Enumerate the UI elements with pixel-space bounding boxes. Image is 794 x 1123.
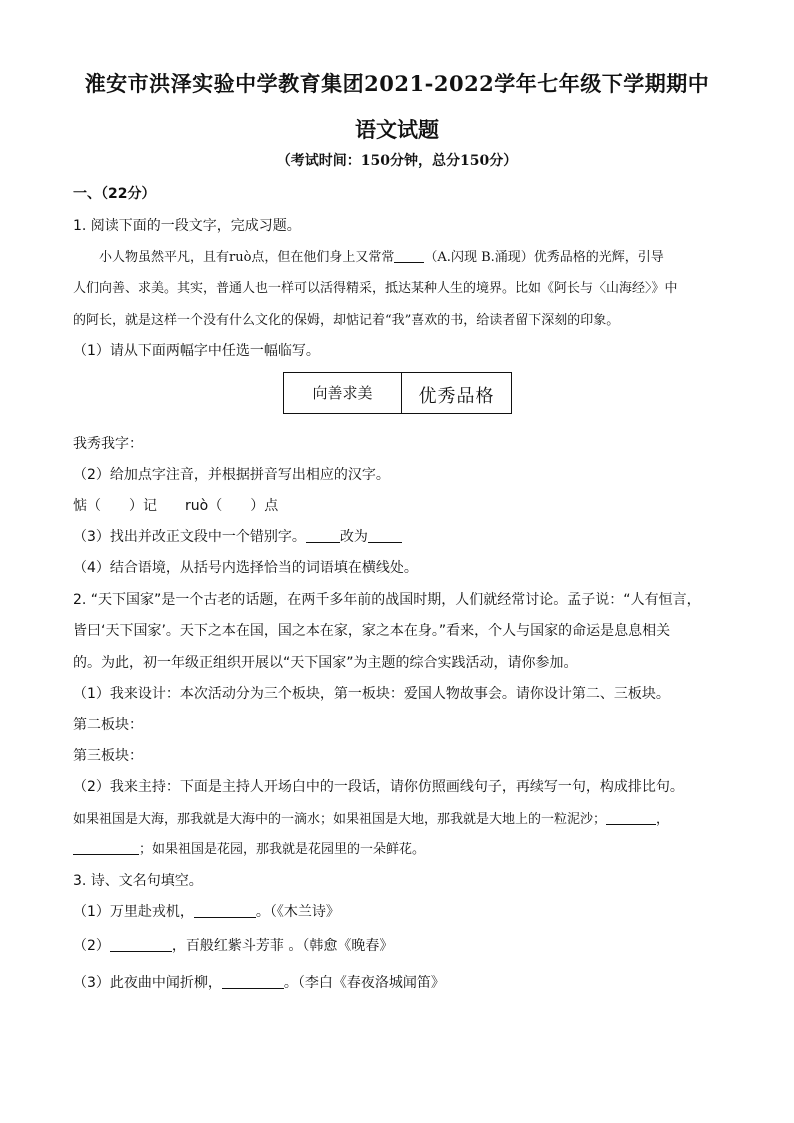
answer-blank[interactable]: [394, 248, 424, 263]
question-3-item-3: [73, 972, 445, 992]
answer-blank[interactable]: [73, 840, 139, 855]
question-2-stem-line-3: 的。为此，初一年级正组织开展以“天下国家”为主题的综合实践活动，请你参加。: [73, 655, 578, 671]
answer-blank[interactable]: [606, 810, 656, 825]
quote-line-1: [73, 808, 669, 827]
item-3-text-b: 。（李白《春夜洛城闻笛》: [283, 975, 445, 991]
answer-blank[interactable]: [306, 528, 340, 543]
pinyin-row: [73, 495, 278, 515]
quote-line-1-end: ，: [656, 812, 670, 827]
question-1-sub-1: （1）请从下面两幅字中任选一幅临写。: [73, 343, 320, 359]
answer-blank[interactable]: [368, 528, 402, 543]
question-3-stem: 3. 诗、文名句填空。: [73, 873, 203, 889]
pinyin-item-2-open: ruò（: [185, 498, 223, 514]
pinyin-item-2-close: ）点: [250, 498, 279, 514]
calligraphy-text-right: 优秀品格: [418, 386, 495, 407]
exam-title: 淮安市洪泽实验中学教育集团2021-2022学年七年级下学期期中: [84, 71, 710, 96]
item-2-text-b: ，百般红紫斗芳菲 。（韩愈《晚春》: [171, 938, 394, 954]
answer-blank[interactable]: [222, 974, 284, 989]
answer-blank[interactable]: [194, 903, 256, 918]
calligraphy-box-left: [283, 372, 402, 414]
question-1-sub-4: （4）结合语境，从括号内选择恰当的词语填在横线处。: [73, 560, 418, 576]
question-3-item-1: [73, 901, 340, 921]
passage-line-1-text-a: 小人物虽然平凡，且有ruò点，但在他们身上又常常: [99, 250, 395, 265]
block-3-label: 第三板块：: [73, 748, 143, 764]
question-3-item-2: [73, 935, 393, 955]
item-3-text-a: （3）此夜曲中闻折柳，: [73, 975, 222, 991]
quote-line-2-text: ；如果祖国是花园，那我就是花园里的一朵鲜花。: [139, 842, 426, 857]
passage-line-2: 人们向善、求美。其实，普通人也一样可以活得精采，抵达某种人生的境界。比如《阿长与〈山海经〉》中: [73, 281, 678, 296]
sub-3-text-a: （3）找出并改正文段中一个错别字。: [73, 529, 306, 545]
question-2-stem-line-2: 皆曰‘天下国家’。天下之本在国，国之本在家，家之本在身。”看来，个人与国家的命运是息息相关: [73, 623, 671, 639]
item-1-text-b: 。（《木兰诗》: [255, 904, 340, 920]
item-1-text-a: （1）万里赴戎机，: [73, 904, 194, 920]
question-2-sub-2: （2）我来主持：下面是主持人开场白中的一段话，请你仿照画线句子，再续写一句，构成排比句。: [73, 779, 684, 795]
passage-line-1: [99, 246, 664, 265]
question-1-sub-3: [73, 526, 402, 546]
question-1-stem: 1. 阅读下面的一段文字，完成习题。: [73, 218, 301, 234]
pinyin-item-1-open: 惦（: [73, 498, 101, 514]
calligraphy-text-left: 向善求美: [312, 384, 373, 402]
sub-3-text-b: 改为: [339, 529, 368, 545]
question-1-sub-2: （2）给加点字注音，并根据拼音写出相应的汉字。: [73, 467, 390, 483]
calligraphy-box-right: [401, 372, 512, 414]
passage-line-3: 的阿长，就是这样一个没有什么文化的保姆，却惦记着“我”喜欢的书，给读者留下深刻的印象。: [73, 313, 620, 328]
quote-line-2: [73, 838, 425, 857]
my-writing-label: 我秀我字：: [73, 436, 143, 452]
exam-info: （考试时间：150分钟，总分150分）: [276, 153, 518, 169]
question-2-stem-line-1: 2. “天下国家”是一个古老的话题，在两千多年前的战国时期，人们就经常讨论。孟子说：“人有恒言，: [73, 592, 701, 608]
pinyin-item-1-close: ）记: [129, 498, 157, 514]
item-2-text-a: （2）: [73, 938, 110, 954]
question-2-sub-1: （1）我来设计：本次活动分为三个板块，第一板块：爱国人物故事会。请你设计第二、三板块。: [73, 686, 670, 702]
quote-line-1-text: 如果祖国是大海，那我就是大海中的一滴水；如果祖国是大地，那我就是大地上的一粒泥沙；: [73, 812, 607, 827]
answer-blank[interactable]: [110, 937, 172, 952]
exam-subject: 语文试题: [355, 117, 439, 142]
block-2-label: 第二板块：: [73, 717, 143, 733]
passage-line-1-text-b: （A.闪现 B.涌现）优秀品格的光辉，引导: [424, 250, 664, 265]
section-heading: 一、（22分）: [73, 186, 156, 202]
